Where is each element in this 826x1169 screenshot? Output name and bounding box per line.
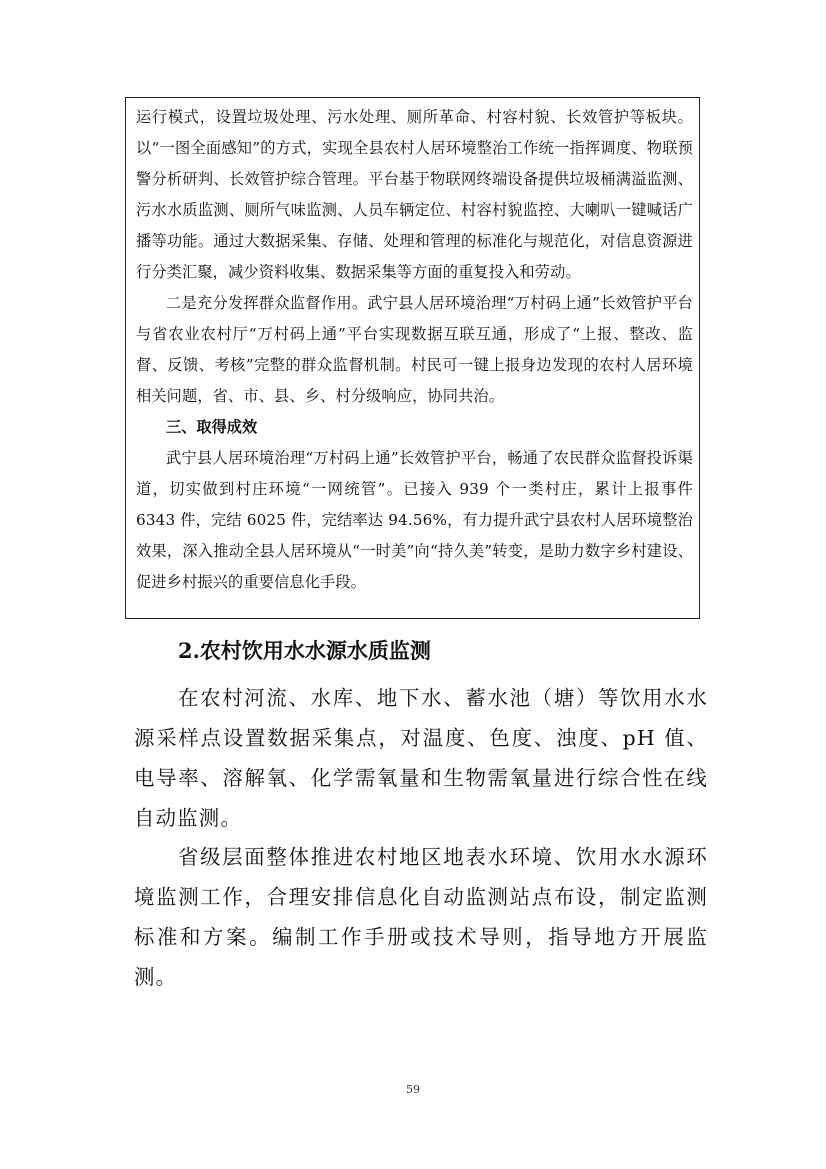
box-paragraph-public-supervision: 二是充分发挥群众监督作用。武宁县人居环境治理“万村码上通”长效管护平台与省农业农村厅“万村码上通”平台实现数据互联互通，形成了“上报、整改、监督、反馈、考核”完整的群众监督机制。村民可一键上报身边发现的农村人居环境相关问题，省、市、县、乡、村分级响应，协同共治。 — [136, 294, 693, 405]
case-study-box — [125, 97, 700, 619]
body-paragraph-monitoring-points: 在农村河流、水库、地下水、蓄水池（塘）等饮用水水源采样点设置数据采集点，对温度、色度、浊度、pH 值、电导率、溶解氧、化学需氧量和生物需氧量进行综合性在线自动监测。 — [134, 686, 708, 830]
body-paragraph-provincial-work: 省级层面整体推进农村地区地表水环境、饮用水水源环境监测工作，合理安排信息化自动监测站点布设，制定监测标准和方案。编制工作手册或技术导则，指导地方开展监测。 — [134, 845, 708, 989]
box-paragraph-results: 武宁县人居环境治理“万村码上通”长效管护平台，畅通了农民群众监督投诉渠道，切实做到村庄环境“一网统管”。已接入 939 个一类村庄，累计上报事件 6343 件，完结 6025 件，完结率达 94.56%，有力提升武宁县农村人居环境整治效果，深入推动全县人居环境从“一时美”向“持久美”转变，是助力数字乡村建设、促进乡村振兴的重要信息化手段。 — [136, 449, 693, 591]
page-number: 59 — [406, 1083, 420, 1096]
box-heading-results: 三、取得成效 — [166, 418, 258, 436]
box-paragraph-operation-mode: 运行模式，设置垃圾处理、污水处理、厕所革命、村容村貌、长效管护等板块。以“一图全面感知”的方式，实现全县农村人居环境整治工作统一指挥调度、物联预警分析研判、长效管护综合管理。平台基于物联网终端设备提供垃圾桶满溢监测、污水水质监测、厕所气味监测、人员车辆定位、村容村貌监控、大喇叭一键喊话广播等功能。通过大数据采集、存储、处理和管理的标准化与规范化，对信息资源进行分类汇聚，减少资料收集、数据采集等方面的重复投入和劳动。 — [136, 108, 693, 281]
section-title: 2.农村饮用水水源水质监测 — [178, 638, 431, 663]
